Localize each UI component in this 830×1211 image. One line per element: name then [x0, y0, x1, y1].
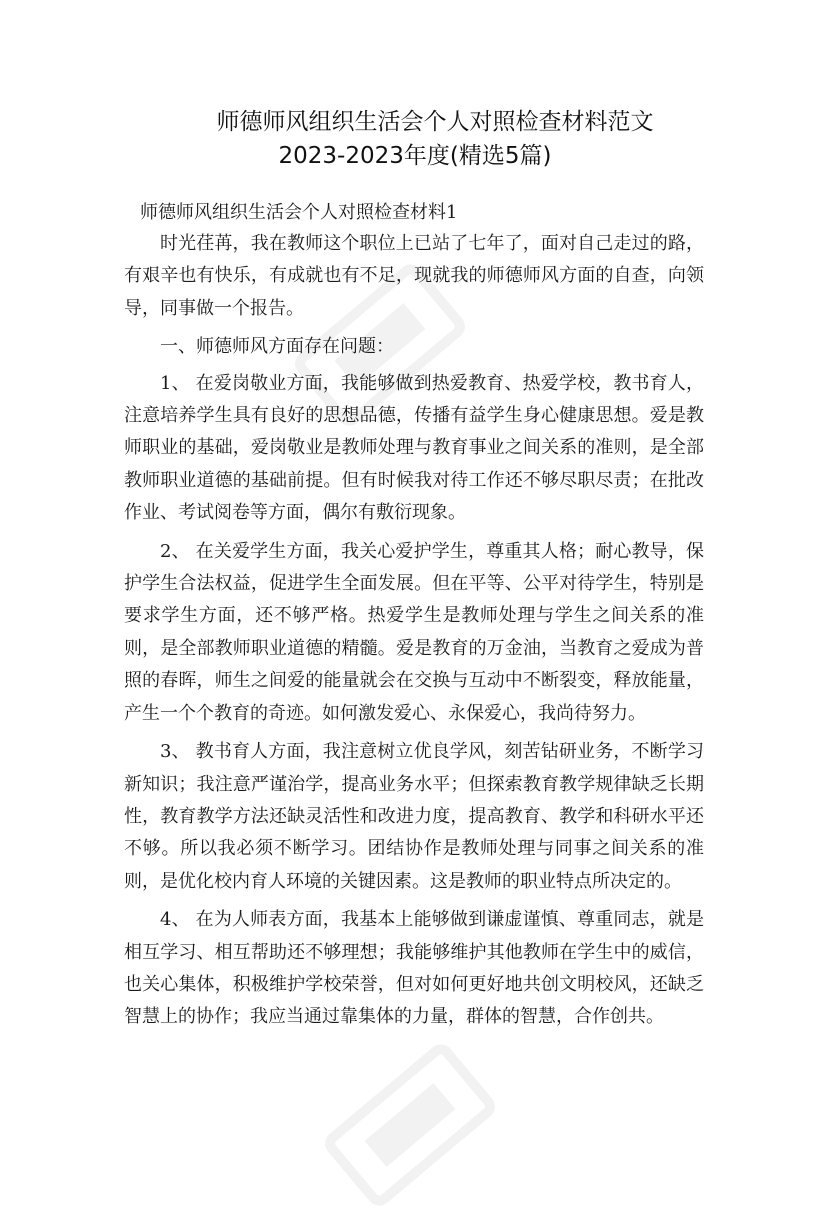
paragraph-item-4: 4、 在为人师表方面，我基本上能够做到谦虚谨慎、尊重同志，就是相互学习、相互帮助还不够理想；我能够维护其他教师在学生中的威信，也关心集体，积极维护学校荣誉，但对如何更好地共创文明校风，还缺乏智慧上的协作；我应当通过靠集体的力量，群体的智慧，合作创共。 [124, 909, 704, 1028]
section-subheading: 师德师风组织生活会个人对照检查材料1 [140, 202, 458, 223]
document-title-line2: 2023-2023年度(精选5篇) [278, 143, 552, 169]
paragraph-item-1: 1、 在爱岗敬业方面，我能够做到热爱教育、热爱学校，教书育人，注意培养学生具有良好的思想品德，传播有益学生身心健康思想。爱是教师职业的基础，爱岗敬业是教师处理与教育事业之间关系的准则，是全部教师职业道德的基础前提。但有时候我对待工作还不够尽职尽责；在批改作业、考试阅卷等方面，偶尔有敷衍现象。 [124, 372, 704, 524]
paragraph-item-3: 3、 教书育人方面，我注意树立优良学风，刻苦钻研业务，不断学习新知识；我注意严谨治学，提高业务水平；但探索教育教学规律缺乏长期性，教育教学方法还缺灵活性和改进力度，提高教育、教学和科研水平还不够。所以我必须不断学习。团结协作是教师处理与同事之间关系的准则，是优化校内育人环境的关键因素。这是教师的职业特点所决定的。 [124, 741, 704, 892]
watermark-logo [320, 1039, 500, 1211]
document-body [124, 228, 704, 1040]
document-title-line1: 师德师风组织生活会个人对照检查材料范文 [216, 109, 654, 135]
paragraph-section-heading: 一、师德师风方面存在问题： [160, 336, 394, 358]
paragraph-item-2: 2、 在关爱学生方面，我关心爱护学生，尊重其人格；耐心教导，保护学生合法权益，促进学生全面发展。但在平等、公平对待学生，特别是要求学生方面，还不够严格。热爱学生是教师处理与学生之间关系的准则，是全部教师职业道德的精髓。爱是教育的万金油，当教育之爱成为普照的春晖，师生之间爱的能量就会在交换与互动中不断裂变，释放能量，产生一个个教育的奇迹。如何激发爱心、永保爱心，我尚待努力。 [124, 540, 704, 724]
paragraph-intro: 时光荏苒，我在教师这个职位上已站了七年了，面对自己走过的路，有艰辛也有快乐，有成就也有不足，现就我的师德师风方面的自查，向领导，同事做一个报告。 [124, 233, 704, 319]
